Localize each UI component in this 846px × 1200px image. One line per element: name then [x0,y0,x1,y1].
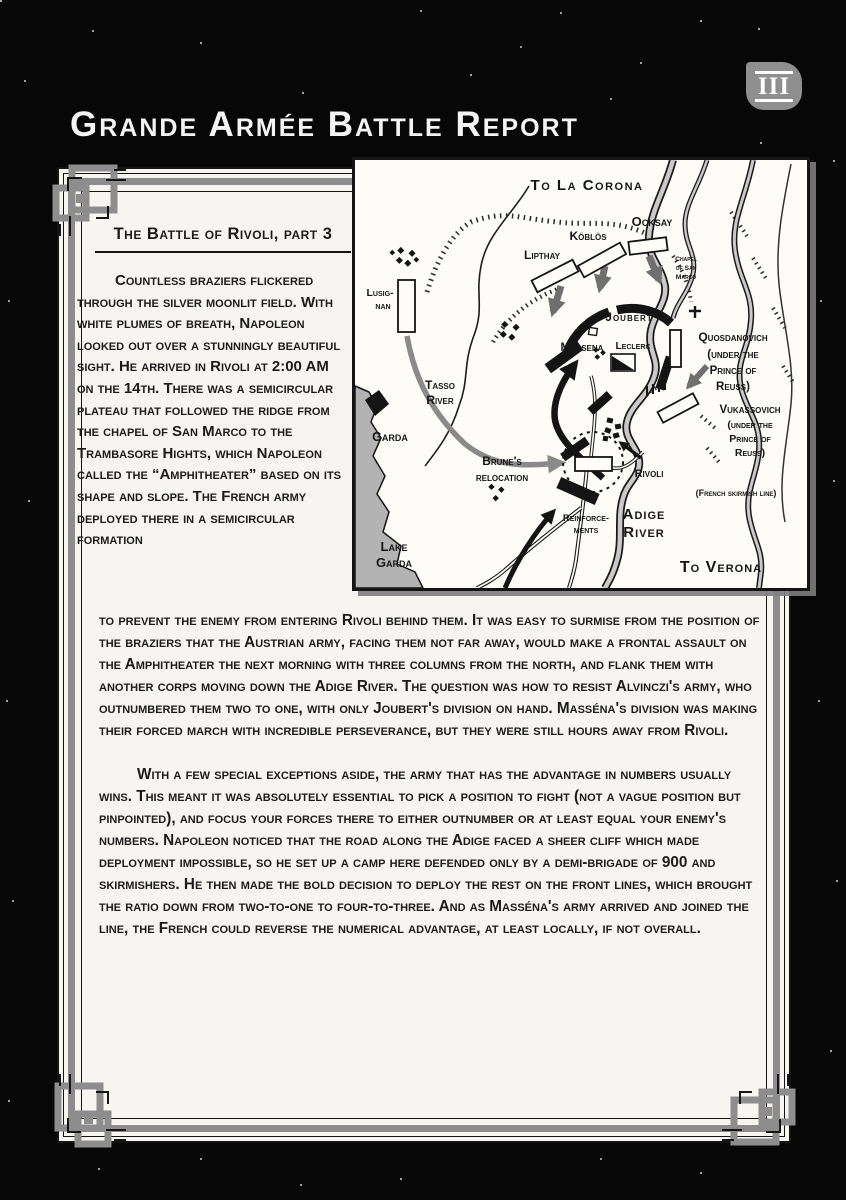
map-label-reinforcements-2: ments [573,525,599,536]
map-label-adige-river-2: River [623,524,665,541]
map-label-chapel: Chapel [675,256,697,263]
map-label-quosdanovich-3: Prince of [709,365,757,377]
article-paragraph-continuation: to prevent the enemy from entering Rivoli behind them. It was easy to surmise from the position of the braziers that the Austrian army, facing them not far away, would make a frontal assault on the Amphitheater the next morning with three columns from the north, and flank them with another corps moving down the Adige River. The question was how to resist Alvinczi's army, who outnumbered them two to one, with only Joubert's division on hand. Masséna's division was making their forced march with incredible perseverance, but they were still hours away from Rivoli. [99,612,760,740]
map-label-quosdanovich: Quosdanovich [698,330,768,344]
map-label-skirmish-line: (French skirmish line) [695,488,777,498]
map-label-lusignan-2: nan [375,300,391,312]
map-label-chapel-3: Marco [675,274,697,281]
map-label-joubert: Joubert [605,310,653,324]
chapel-cross-marker [689,306,701,318]
map-label-tasso-river-2: River [426,393,454,407]
map-label-vukassovich: Vukassovich [719,404,781,416]
map-label-lake-garda: Lake [380,539,408,554]
map-label-lusignan: Lusig- [366,287,394,299]
roman-numeral-iii: III [755,71,793,102]
map-label-reinforcements: Reinforce- [562,513,610,524]
battle-map [352,157,810,591]
rivoli-houses [603,417,622,441]
map-label-koblos: Köblös [569,229,607,243]
map-label-brune: Brune's [482,454,522,468]
map-label-lipthay: Lipthay [524,248,560,262]
unit-leclerc [611,354,635,371]
map-label-quosdanovich-4: Reuss) [716,381,750,393]
small-post-marker [588,327,597,335]
star-speckles [0,0,2,2]
map-label-vukassovich-4: Reuss) [734,447,766,459]
map-label-to-verona: To Verona [679,559,763,576]
chapter-badge [746,62,802,110]
battle-map-svg [355,160,807,588]
map-label-rivoli: Rivoli [634,468,664,480]
page-title: Grande Armée Battle Report [70,105,579,144]
tasso-river-line [425,186,529,466]
map-label-adige-river: Adige [622,506,666,523]
map-label-ocksay: Ocksay [631,214,673,229]
unit-bar-north-rivoli [587,391,612,415]
map-label-to-la-corona: To La Corona [530,177,644,194]
article-paragraph-2: With a few special exceptions aside, the army that has the advantage in numbers usually wins. This meant it was absolutely essential to pick a position to fight (not a vague position but pinpointed), and focus your forces there to either outnumber or at least equal your enemy's numbers. Napoleon noticed that the road along the Adige faced a sheer cliff which made deployment impossible, so he set up a camp here defended only by a demi-brigade of 900 and skirmishers. He then made the bold decision to deploy the rest on the front lines, which brought the ratio down from two-to-one to four-to-three. And as Masséna's army arrived and joined the line, the French could reverse the numerical advantage, at least locally, if not overall. [99,766,753,938]
map-label-tasso-river: Tasso [424,378,456,392]
article-heading: The Battle of Rivoli, part 3 [95,225,351,253]
corner-ornament-bottom-right [720,1072,800,1152]
map-label-massena: Massena [560,342,604,354]
map-label-vukassovich-3: Prince of [729,433,771,445]
map-label-garda: Garda [372,430,408,444]
map-label-brune-2: relocation [475,470,529,484]
article-column-paragraph: Countless braziers flickered through the silver moonlit field. With white plumes of breath, Napoleon looked out over a stunningly beautiful sight. He arrived in Rivoli at 2:00 AM on the 14th. There was a semicircular plateau that followed the ridge from the chapel of San Marco to the Trambasore Hights, which Napoleon called the “Amphitheater” based on its shape and slope. The French army deployed there in a semicircular formation [77,272,342,549]
map-label-quosdanovich-2: (under the [707,349,759,361]
map-label-leclerc: Leclerc [615,341,651,352]
map-label-chapel-2: of San [675,265,697,272]
corner-ornament-bottom-left [48,1072,128,1152]
map-label-lake-garda-2: Garda [375,555,413,570]
hill-hatch-vukassovich [645,384,719,462]
map-label-vukassovich-2: (under the [727,419,773,431]
